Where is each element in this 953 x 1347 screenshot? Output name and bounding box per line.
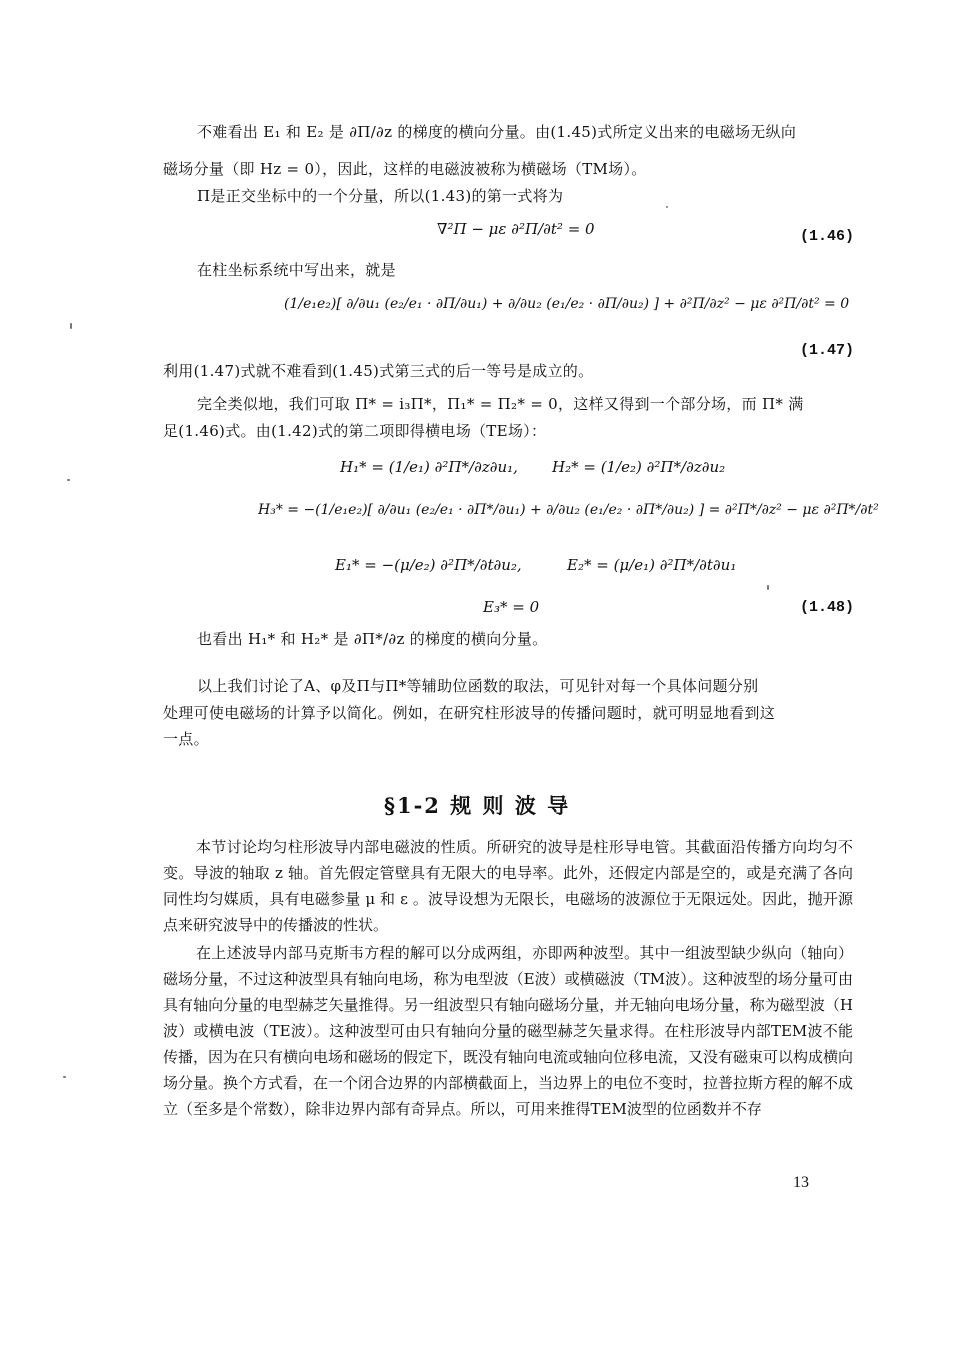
text-line-10: 处理可使电磁场的计算予以简化。例如，在研究柱形波导的传播问题时，就可明显地看到这: [163, 704, 776, 722]
equation-e3: E₃* = 0: [483, 598, 540, 616]
equation-number-1-46: (1.46): [800, 228, 855, 245]
section-heading: §1-2 规 则 波 导: [384, 793, 571, 818]
equation-e2: E₂* = (μ/e₁) ∂²Π*/∂t∂u₁: [567, 556, 737, 574]
equation-number-1-48: (1.48): [800, 599, 855, 616]
text-line-7: 足(1.46)式。由(1.42)式的第二项即得横电场（TE场）：: [163, 422, 547, 440]
equation-h3: H₃* = −(1/e₁e₂)[ ∂/∂u₁ (e₂/e₁ · ∂Π*/∂u₁) + ∂/∂u₂ (e₁/e₂ · ∂Π*/∂u₂) ] = ∂²Π*/∂z² − με ∂²Π*/∂t²: [258, 502, 879, 518]
scan-speck: [70, 323, 72, 329]
text-line-9: 以上我们讨论了A、φ及Π与Π*等辅助位函数的取法，可见针对每一个具体问题分别: [197, 677, 759, 695]
text-line-8: 也看出 H₁* 和 H₂* 是 ∂Π*/∂z 的梯度的横向分量。: [197, 630, 548, 648]
equation-h1: H₁* = (1/e₁) ∂²Π*/∂z∂u₁,: [340, 458, 518, 476]
page-number: 13: [793, 1174, 809, 1191]
scan-speck: [666, 206, 668, 208]
text-line-3: Π是正交坐标中的一个分量，所以(1.43)的第一式将为: [197, 187, 564, 205]
equation-e1: E₁* = −(μ/e₂) ∂²Π*/∂t∂u₂,: [335, 556, 522, 574]
text-line-1: 不难看出 E₁ 和 E₂ 是 ∂Π/∂z 的梯度的横向分量。由(1.45)式所定义出来的电磁场无纵向: [197, 123, 797, 141]
scan-speck: [767, 585, 769, 590]
text-line-4: 在柱坐标系统中写出来，就是: [197, 261, 396, 279]
scan-speck: [63, 1076, 66, 1078]
equation-1-46: ∇²Π − με ∂²Π/∂t² = 0: [437, 220, 595, 238]
text-line-5: 利用(1.47)式就不难看到(1.45)式第三式的后一等号是成立的。: [163, 362, 594, 380]
scan-speck: [67, 479, 70, 481]
equation-1-47: (1/e₁e₂)[ ∂/∂u₁ (e₂/e₁ · ∂Π/∂u₁) + ∂/∂u₂ (e₁/e₂ · ∂Π/∂u₂) ] + ∂²Π/∂z² − με ∂²Π/∂t² = 0: [284, 296, 850, 312]
text-line-6: 完全类似地，我们可取 Π* = i₃Π*，Π₁* = Π₂* = 0，这样又得到一个部分场，而 Π* 满: [197, 395, 804, 413]
text-line-11: 一点。: [163, 730, 209, 748]
section-paragraph-1: 本节讨论均匀柱形波导内部电磁波的性质。所研究的波导是柱形导电管。其截面沿传播方向均匀不变。导波的轴取 z 轴。首先假定管壁具有无限大的电导率。此外，还假定内部是空的，或是充满了各向同性均匀媒质，具有电磁参量 μ 和 ε 。波导设想为无限长，电磁场的波源位于无限远处。因此，抛开源点来研究波导中的传播波的性状。: [163, 838, 853, 934]
section-paragraph-2: 在上述波导内部马克斯韦方程的解可以分成两组，亦即两种波型。其中一组波型缺少纵向（轴向）磁场分量，不过这种波型具有轴向电场，称为电型波（E波）或横磁波（TM波）。这种波型的场分量可由具有轴向分量的电型赫芝矢量推得。另一组波型只有轴向磁场分量，并无轴向电场分量，称为磁型波（H波）或横电波（TE波）。这种波型可由只有轴向分量的磁型赫芝矢量求得。在柱形波导内部TEM波不能传播，因为在只有横向电场和磁场的假定下，既没有轴向电流或轴向位移电流，又没有磁束可以构成横向场分量。换个方式看，在一个闭合边界的内部横截面上，当边界上的电位不变时，拉普拉斯方程的解不成立（至多是个常数），除非边界内部有奇异点。所以，可用来推得TEM波型的位函数并不存: [163, 944, 854, 1118]
text-line-2: 磁场分量（即 Hz = 0），因此，这样的电磁波被称为横磁场（TM场）。: [163, 160, 647, 178]
equation-h2: H₂* = (1/e₂) ∂²Π*/∂z∂u₂: [552, 458, 726, 476]
equation-number-1-47: (1.47): [800, 342, 855, 359]
